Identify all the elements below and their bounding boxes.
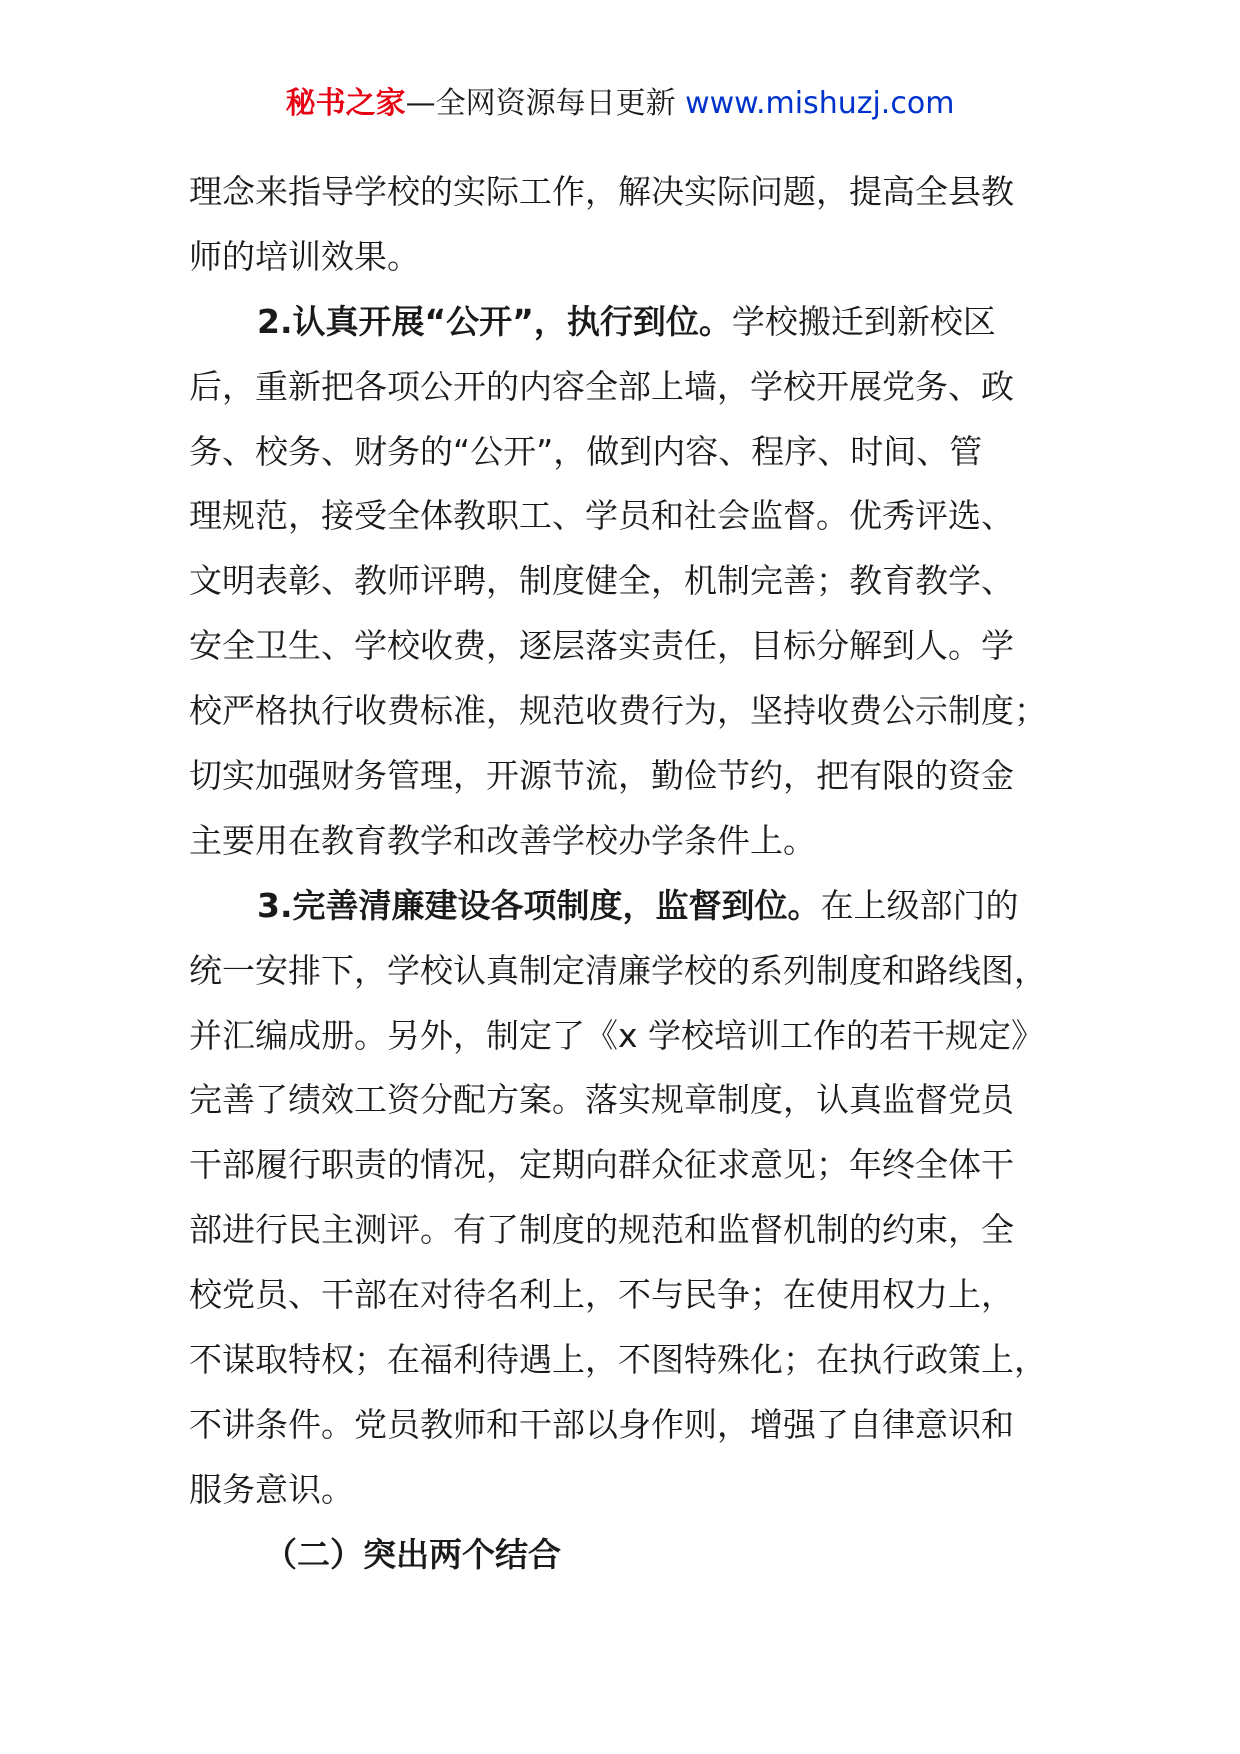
text-line: 服务意识。 xyxy=(189,1469,354,1509)
text-line: 校严格执行收费标准，规范收费行为，坚持收费公示制度； xyxy=(189,691,1047,731)
text-line: 并汇编成册。另外，制定了《x 学校培训工作的若干规定》 xyxy=(189,1015,1045,1055)
text-line: 文明表彰、教师评聘，制度健全，机制完善；教育教学、 xyxy=(189,561,1014,601)
text-line: 理规范，接受全体教职工、学员和社会监督。优秀评选、 xyxy=(189,496,1014,536)
tagline: —全网资源每日更新 xyxy=(405,86,676,121)
text-line: 统一安排下，学校认真制定清廉学校的系列制度和路线图， xyxy=(189,950,1047,990)
text-line: 安全卫生、学校收费，逐层落实责任，目标分解到人。学 xyxy=(189,626,1014,666)
text-line: 干部履行职责的情况，定期向群众征求意见；年终全体干 xyxy=(189,1145,1014,1185)
text-line: 务、校务、财务的“公开”，做到内容、程序、时间、管 xyxy=(189,431,983,471)
section-heading-2: 2.认真开展“公开”，执行到位。学校搬迁到新校区 xyxy=(257,301,996,341)
document-body xyxy=(189,160,1069,1588)
watermark-header xyxy=(0,84,1240,124)
text-line: 切实加强财务管理，开源节流，勤俭节约，把有限的资金 xyxy=(189,756,1014,796)
text-line: 部进行民主测评。有了制度的规范和监督机制的约束，全 xyxy=(189,1210,1014,1250)
text-line: 完善了绩效工资分配方案。落实规章制度，认真监督党员 xyxy=(189,1080,1014,1120)
site-url: www.mishuzj.com xyxy=(675,86,955,121)
text-line: 不谋取特权；在福利待遇上，不图特殊化；在执行政策上， xyxy=(189,1340,1047,1380)
text-line: 师的培训效果。 xyxy=(189,236,420,276)
subsection-heading: （二）突出两个结合 xyxy=(264,1534,561,1574)
heading-bold-text: 3.完善清廉建设各项制度，监督到位。 xyxy=(257,885,821,925)
text-line: 后，重新把各项公开的内容全部上墙，学校开展党务、政 xyxy=(189,366,1014,406)
brand-name: 秘书之家 xyxy=(285,86,406,121)
section-heading-3: 3.完善清廉建设各项制度，监督到位。在上级部门的 xyxy=(257,885,1019,925)
text-line: 理念来指导学校的实际工作，解决实际问题，提高全县教 xyxy=(189,172,1014,211)
heading-bold-text: 2.认真开展“公开”，执行到位。 xyxy=(257,301,732,341)
text-line: 不讲条件。党员教师和干部以身作则，增强了自律意识和 xyxy=(189,1404,1014,1444)
text-line: 校党员、干部在对待名利上，不与民争；在使用权力上， xyxy=(189,1275,1014,1315)
text-line: 主要用在教育教学和改善学校办学条件上。 xyxy=(189,820,816,860)
